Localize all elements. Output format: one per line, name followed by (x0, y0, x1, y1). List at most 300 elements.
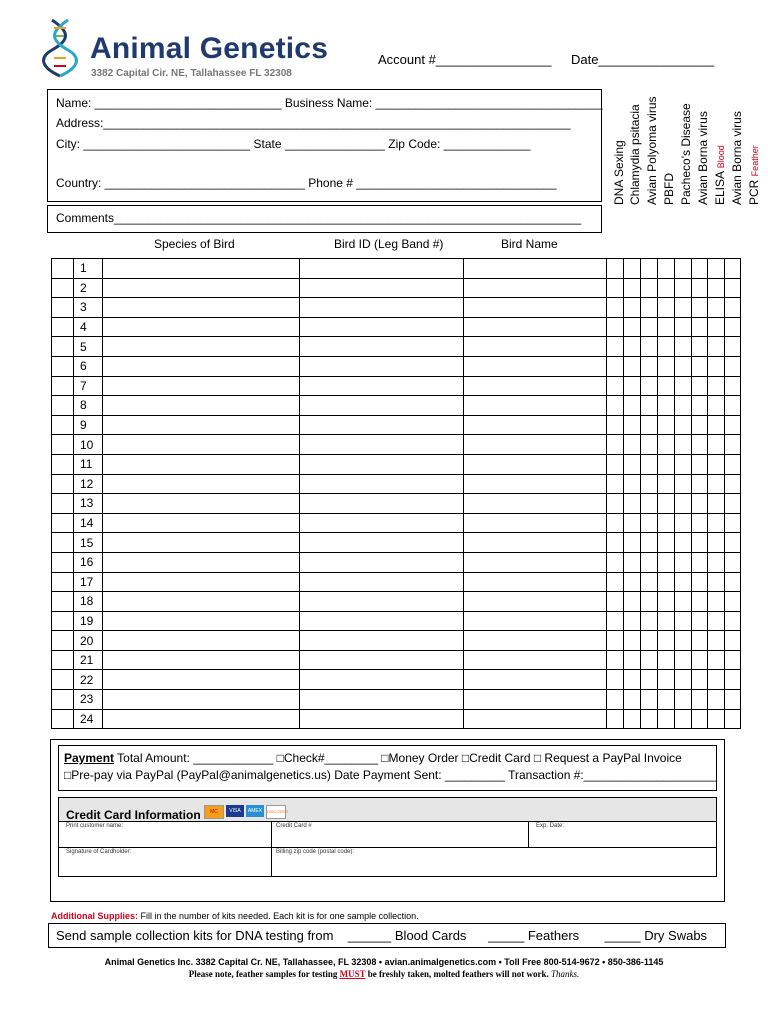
country-field[interactable]: Country: ______________________________ Phone # ______________________________ (56, 176, 557, 190)
test-checkbox-cell[interactable] (708, 611, 725, 631)
bird-id-cell[interactable] (300, 670, 464, 690)
test-checkbox-cell[interactable] (708, 435, 725, 455)
discover-icon: DISCOVER (266, 805, 286, 819)
test-checkbox-cell[interactable] (658, 513, 675, 533)
test-checkbox-cell[interactable] (624, 552, 641, 572)
test-checkbox-cell[interactable] (725, 396, 741, 416)
test-checkbox-cell[interactable] (692, 592, 708, 612)
species-cell[interactable] (103, 572, 300, 592)
test-checkbox-cell[interactable] (675, 611, 692, 631)
test-checkbox-cell[interactable] (725, 592, 741, 612)
name-field[interactable]: Name: ____________________________ Business Name: __________________________________ (56, 96, 603, 110)
bird-name-cell[interactable] (464, 650, 607, 670)
bird-id-cell[interactable] (300, 376, 464, 396)
test-checkbox-cell[interactable] (708, 690, 725, 710)
test-checkbox-cell[interactable] (641, 533, 658, 553)
bird-name-cell[interactable] (464, 631, 607, 651)
species-cell[interactable] (103, 317, 300, 337)
test-checkbox-cell[interactable] (692, 650, 708, 670)
test-checkbox-cell[interactable] (692, 494, 708, 514)
test-checkbox-cell[interactable] (624, 317, 641, 337)
test-checkbox-cell[interactable] (658, 415, 675, 435)
test-checkbox-cell[interactable] (641, 611, 658, 631)
bird-name-cell[interactable] (464, 376, 607, 396)
test-checkbox-cell[interactable] (708, 278, 725, 298)
cc-number-field[interactable]: Credit Card # (276, 823, 312, 829)
test-checkbox-cell[interactable] (675, 631, 692, 651)
test-checkbox-cell[interactable] (658, 709, 675, 729)
species-cell[interactable] (103, 396, 300, 416)
test-checkbox-cell[interactable] (658, 592, 675, 612)
test-checkbox-cell[interactable] (607, 396, 624, 416)
test-checkbox-cell[interactable] (708, 376, 725, 396)
test-checkbox-cell[interactable] (725, 709, 741, 729)
bird-name-cell[interactable] (464, 317, 607, 337)
test-checkbox-cell[interactable] (607, 611, 624, 631)
test-checkbox-cell[interactable] (725, 259, 741, 279)
bird-id-cell[interactable] (300, 650, 464, 670)
test-checkbox-cell[interactable] (641, 690, 658, 710)
test-checkbox-cell[interactable] (641, 435, 658, 455)
test-checkbox-cell[interactable] (692, 533, 708, 553)
test-checkbox-cell[interactable] (607, 513, 624, 533)
test-checkbox-cell[interactable] (675, 435, 692, 455)
test-checkbox-cell[interactable] (692, 298, 708, 318)
mastercard-icon: MC (204, 805, 224, 819)
species-cell[interactable] (103, 709, 300, 729)
test-borna-2: Avian Borna virus (730, 111, 744, 205)
test-polyoma: Avian Polyoma virus (645, 96, 659, 205)
test-checkbox-cell[interactable] (641, 709, 658, 729)
test-checkbox-cell[interactable] (725, 552, 741, 572)
test-checkbox-cell[interactable] (624, 650, 641, 670)
row-number: 21 (74, 650, 103, 670)
test-checkbox-cell[interactable] (708, 592, 725, 612)
bird-name-cell[interactable] (464, 474, 607, 494)
test-checkbox-cell[interactable] (607, 631, 624, 651)
test-checkbox-cell[interactable] (692, 572, 708, 592)
species-cell[interactable] (103, 435, 300, 455)
test-checkbox-cell[interactable] (725, 474, 741, 494)
bird-name-cell[interactable] (464, 592, 607, 612)
test-checkbox-cell[interactable] (658, 396, 675, 416)
test-checkbox-cell[interactable] (624, 396, 641, 416)
test-checkbox-cell[interactable] (641, 513, 658, 533)
bird-name-cell[interactable] (464, 709, 607, 729)
bird-id-cell[interactable] (300, 435, 464, 455)
species-cell[interactable] (103, 631, 300, 651)
species-cell[interactable] (103, 670, 300, 690)
test-checkbox-cell[interactable] (607, 552, 624, 572)
test-checkbox-cell[interactable] (725, 278, 741, 298)
bird-id-cell[interactable] (300, 690, 464, 710)
test-checkbox-cell[interactable] (624, 513, 641, 533)
test-checkbox-cell[interactable] (675, 259, 692, 279)
test-checkbox-cell[interactable] (658, 690, 675, 710)
test-checkbox-cell[interactable] (658, 650, 675, 670)
species-cell[interactable] (103, 513, 300, 533)
test-checkbox-cell[interactable] (675, 513, 692, 533)
cc-exp-field[interactable]: Exp. Date: (536, 823, 565, 829)
bird-id-cell[interactable] (300, 709, 464, 729)
test-checkbox-cell[interactable] (624, 592, 641, 612)
test-checkbox-cell[interactable] (675, 650, 692, 670)
test-checkbox-cell[interactable] (675, 552, 692, 572)
test-checkbox-cell[interactable] (641, 415, 658, 435)
species-cell[interactable] (103, 278, 300, 298)
row-marker-cell (52, 533, 74, 553)
test-checkbox-cell[interactable] (641, 376, 658, 396)
bird-id-cell[interactable] (300, 631, 464, 651)
test-checkbox-cell[interactable] (692, 690, 708, 710)
test-checkbox-cell[interactable] (708, 533, 725, 553)
test-checkbox-cell[interactable] (675, 376, 692, 396)
test-checkbox-cell[interactable] (725, 317, 741, 337)
test-checkbox-cell[interactable] (725, 513, 741, 533)
test-checkbox-cell[interactable] (658, 376, 675, 396)
payment-options[interactable]: Total Amount: ____________ □Check#________ □Money Order □Credit Card □ Request a PayPal Invoice (117, 751, 682, 765)
test-checkbox-cell[interactable] (624, 278, 641, 298)
bird-id-cell[interactable] (300, 474, 464, 494)
test-checkbox-cell[interactable] (607, 298, 624, 318)
test-checkbox-cell[interactable] (624, 690, 641, 710)
species-cell[interactable] (103, 611, 300, 631)
test-checkbox-cell[interactable] (675, 474, 692, 494)
test-checkbox-cell[interactable] (692, 337, 708, 357)
test-checkbox-cell[interactable] (675, 592, 692, 612)
test-checkbox-cell[interactable] (725, 454, 741, 474)
test-checkbox-cell[interactable] (708, 552, 725, 572)
species-cell[interactable] (103, 474, 300, 494)
bird-name-cell[interactable] (464, 572, 607, 592)
test-checkbox-cell[interactable] (708, 454, 725, 474)
bird-name-cell[interactable] (464, 356, 607, 376)
test-checkbox-cell[interactable] (675, 278, 692, 298)
test-checkbox-cell[interactable] (692, 415, 708, 435)
test-checkbox-cell[interactable] (624, 259, 641, 279)
test-checkbox-cell[interactable] (607, 474, 624, 494)
bird-id-cell[interactable] (300, 513, 464, 533)
test-checkbox-cell[interactable] (675, 415, 692, 435)
test-checkbox-cell[interactable] (624, 533, 641, 553)
test-checkbox-cell[interactable] (725, 690, 741, 710)
test-checkbox-cell[interactable] (692, 513, 708, 533)
bird-name-cell[interactable] (464, 513, 607, 533)
test-checkbox-cell[interactable] (692, 317, 708, 337)
species-cell[interactable] (103, 415, 300, 435)
species-cell[interactable] (103, 337, 300, 357)
test-checkbox-cell[interactable] (641, 454, 658, 474)
row-marker-cell (52, 552, 74, 572)
test-pacheco: Pacheco's Disease (679, 103, 693, 205)
test-checkbox-cell[interactable] (675, 356, 692, 376)
date-field[interactable]: Date________________ (571, 52, 715, 67)
species-cell[interactable] (103, 454, 300, 474)
test-checkbox-cell[interactable] (641, 298, 658, 318)
bird-id-cell[interactable] (300, 611, 464, 631)
test-checkbox-cell[interactable] (658, 474, 675, 494)
test-checkbox-cell[interactable] (624, 337, 641, 357)
test-checkbox-cell[interactable] (641, 337, 658, 357)
test-checkbox-cell[interactable] (708, 317, 725, 337)
bird-id-cell[interactable] (300, 356, 464, 376)
test-checkbox-cell[interactable] (725, 337, 741, 357)
test-checkbox-cell[interactable] (675, 690, 692, 710)
row-number: 1 (74, 259, 103, 279)
test-checkbox-cell[interactable] (607, 572, 624, 592)
cc-signature-field[interactable]: Signature of Cardholder: (66, 849, 132, 855)
test-checkbox-cell[interactable] (675, 533, 692, 553)
test-checkbox-cell[interactable] (725, 376, 741, 396)
test-checkbox-cell[interactable] (607, 356, 624, 376)
table-row (52, 592, 741, 612)
test-checkbox-cell[interactable] (708, 396, 725, 416)
test-checkbox-cell[interactable] (607, 650, 624, 670)
test-checkbox-cell[interactable] (624, 631, 641, 651)
test-checkbox-cell[interactable] (641, 317, 658, 337)
test-checkbox-cell[interactable] (708, 494, 725, 514)
test-elisa: ELISA Blood (713, 145, 727, 205)
bird-id-cell[interactable] (300, 415, 464, 435)
test-checkbox-cell[interactable] (607, 259, 624, 279)
test-checkbox-cell[interactable] (692, 611, 708, 631)
test-checkbox-cell[interactable] (624, 709, 641, 729)
payment-line-2[interactable]: □Pre-pay via PayPal (PayPal@animalgenetics.us) Date Payment Sent: _________ Transaction #:____________________ (64, 768, 718, 782)
bird-id-cell[interactable] (300, 259, 464, 279)
test-checkbox-cell[interactable] (607, 690, 624, 710)
test-checkbox-cell[interactable] (641, 259, 658, 279)
test-checkbox-cell[interactable] (641, 278, 658, 298)
test-checkbox-cell[interactable] (692, 552, 708, 572)
test-checkbox-cell[interactable] (658, 631, 675, 651)
test-checkbox-cell[interactable] (658, 356, 675, 376)
test-checkbox-cell[interactable] (624, 435, 641, 455)
test-checkbox-cell[interactable] (641, 474, 658, 494)
supplies-line[interactable]: Send sample collection kits for DNA testing from ______ Blood Cards _____ Feathers _____ Dry Swabs (56, 928, 708, 943)
species-cell[interactable] (103, 650, 300, 670)
test-checkbox-cell[interactable] (658, 298, 675, 318)
test-checkbox-cell[interactable] (692, 435, 708, 455)
test-checkbox-cell[interactable] (708, 709, 725, 729)
test-checkbox-cell[interactable] (708, 513, 725, 533)
test-checkbox-cell[interactable] (692, 396, 708, 416)
test-checkbox-cell[interactable] (725, 631, 741, 651)
test-checkbox-cell[interactable] (708, 259, 725, 279)
test-checkbox-cell[interactable] (624, 376, 641, 396)
bird-name-cell[interactable] (464, 278, 607, 298)
test-checkbox-cell[interactable] (607, 376, 624, 396)
test-checkbox-cell[interactable] (692, 709, 708, 729)
test-checkbox-cell[interactable] (641, 631, 658, 651)
test-checkbox-cell[interactable] (692, 454, 708, 474)
bird-id-cell[interactable] (300, 494, 464, 514)
test-checkbox-cell[interactable] (692, 670, 708, 690)
test-checkbox-cell[interactable] (658, 611, 675, 631)
test-checkbox-cell[interactable] (675, 494, 692, 514)
test-checkbox-cell[interactable] (624, 454, 641, 474)
test-checkbox-cell[interactable] (675, 337, 692, 357)
test-checkbox-cell[interactable] (624, 356, 641, 376)
test-checkbox-cell[interactable] (624, 611, 641, 631)
cc-zip-field[interactable]: Billing zip code (postal code): (276, 849, 355, 855)
test-checkbox-cell[interactable] (607, 592, 624, 612)
bird-id-cell[interactable] (300, 572, 464, 592)
row-number: 9 (74, 415, 103, 435)
dna-logo-icon (40, 16, 80, 80)
test-checkbox-cell[interactable] (658, 317, 675, 337)
test-checkbox-cell[interactable] (725, 494, 741, 514)
test-checkbox-cell[interactable] (692, 259, 708, 279)
test-checkbox-cell[interactable] (675, 317, 692, 337)
test-checkbox-cell[interactable] (607, 533, 624, 553)
bird-name-cell[interactable] (464, 435, 607, 455)
test-checkbox-cell[interactable] (658, 435, 675, 455)
test-checkbox-cell[interactable] (641, 670, 658, 690)
test-checkbox-cell[interactable] (607, 415, 624, 435)
test-checkbox-cell[interactable] (607, 278, 624, 298)
test-checkbox-cell[interactable] (658, 278, 675, 298)
bird-id-cell[interactable] (300, 317, 464, 337)
must-text: MUST (339, 969, 366, 979)
test-checkbox-cell[interactable] (692, 356, 708, 376)
test-checkbox-cell[interactable] (692, 474, 708, 494)
test-checkbox-cell[interactable] (725, 298, 741, 318)
test-checkbox-cell[interactable] (607, 454, 624, 474)
bird-name-cell[interactable] (464, 396, 607, 416)
bird-name-cell[interactable] (464, 415, 607, 435)
row-number: 22 (74, 670, 103, 690)
bird-id-cell[interactable] (300, 298, 464, 318)
test-checkbox-cell[interactable] (708, 650, 725, 670)
address-field[interactable]: Address:______________________________________________________________________ (56, 116, 571, 130)
bird-name-cell[interactable] (464, 298, 607, 318)
test-checkbox-cell[interactable] (692, 631, 708, 651)
row-marker-cell (52, 650, 74, 670)
bird-name-cell[interactable] (464, 494, 607, 514)
test-checkbox-cell[interactable] (607, 494, 624, 514)
test-checkbox-cell[interactable] (658, 670, 675, 690)
bird-name-cell[interactable] (464, 337, 607, 357)
test-checkbox-cell[interactable] (725, 356, 741, 376)
test-checkbox-cell[interactable] (658, 337, 675, 357)
test-checkbox-cell[interactable] (675, 670, 692, 690)
test-checkbox-cell[interactable] (658, 454, 675, 474)
bird-id-cell[interactable] (300, 278, 464, 298)
test-checkbox-cell[interactable] (692, 376, 708, 396)
species-cell[interactable] (103, 533, 300, 553)
test-checkbox-cell[interactable] (725, 435, 741, 455)
test-checkbox-cell[interactable] (607, 709, 624, 729)
test-checkbox-cell[interactable] (675, 396, 692, 416)
cc-name-field[interactable]: Print customer name: (66, 823, 124, 829)
bird-name-cell[interactable] (464, 670, 607, 690)
species-cell[interactable] (103, 356, 300, 376)
test-checkbox-cell[interactable] (675, 572, 692, 592)
card-logos (204, 805, 286, 819)
city-field[interactable]: City: _________________________ State _______________ Zip Code: _____________ (56, 137, 531, 151)
test-checkbox-cell[interactable] (624, 298, 641, 318)
test-checkbox-cell[interactable] (725, 533, 741, 553)
bird-name-cell[interactable] (464, 533, 607, 553)
table-row (52, 631, 741, 651)
test-checkbox-cell[interactable] (658, 494, 675, 514)
test-checkbox-cell[interactable] (641, 592, 658, 612)
test-checkbox-cell[interactable] (624, 474, 641, 494)
species-cell[interactable] (103, 552, 300, 572)
bird-id-cell[interactable] (300, 396, 464, 416)
test-checkbox-cell[interactable] (624, 572, 641, 592)
test-checkbox-cell[interactable] (708, 298, 725, 318)
test-checkbox-cell[interactable] (641, 650, 658, 670)
test-checkbox-cell[interactable] (658, 533, 675, 553)
test-checkbox-cell[interactable] (725, 572, 741, 592)
species-cell[interactable] (103, 298, 300, 318)
test-checkbox-cell[interactable] (675, 298, 692, 318)
row-number: 4 (74, 317, 103, 337)
test-checkbox-cell[interactable] (641, 356, 658, 376)
bird-name-cell[interactable] (464, 611, 607, 631)
test-checkbox-cell[interactable] (658, 572, 675, 592)
test-checkbox-cell[interactable] (692, 278, 708, 298)
test-checkbox-cell[interactable] (624, 494, 641, 514)
bird-id-cell[interactable] (300, 533, 464, 553)
species-cell[interactable] (103, 494, 300, 514)
test-checkbox-cell[interactable] (641, 396, 658, 416)
bird-id-cell[interactable] (300, 552, 464, 572)
test-checkbox-cell[interactable] (624, 415, 641, 435)
test-checkbox-cell[interactable] (658, 259, 675, 279)
test-checkbox-cell[interactable] (658, 552, 675, 572)
test-checkbox-cell[interactable] (607, 670, 624, 690)
species-cell[interactable] (103, 592, 300, 612)
test-checkbox-cell[interactable] (675, 709, 692, 729)
account-field[interactable]: Account #________________ (378, 52, 552, 67)
test-checkbox-cell[interactable] (708, 356, 725, 376)
bird-name-cell[interactable] (464, 259, 607, 279)
comments-field[interactable]: Comments______________________________________________________________________ (56, 211, 582, 225)
test-checkbox-cell[interactable] (607, 435, 624, 455)
test-checkbox-cell[interactable] (725, 611, 741, 631)
bird-name-cell[interactable] (464, 552, 607, 572)
test-checkbox-cell[interactable] (624, 670, 641, 690)
row-marker-cell (52, 572, 74, 592)
test-checkbox-cell[interactable] (725, 415, 741, 435)
bird-name-cell[interactable] (464, 454, 607, 474)
bird-id-cell[interactable] (300, 454, 464, 474)
species-cell[interactable] (103, 376, 300, 396)
bird-name-cell[interactable] (464, 690, 607, 710)
test-checkbox-cell[interactable] (641, 572, 658, 592)
test-checkbox-cell[interactable] (725, 650, 741, 670)
test-checkbox-cell[interactable] (708, 631, 725, 651)
test-checkbox-cell[interactable] (708, 337, 725, 357)
test-checkbox-cell[interactable] (607, 337, 624, 357)
test-checkbox-cell[interactable] (708, 474, 725, 494)
test-checkbox-cell[interactable] (641, 494, 658, 514)
test-checkbox-cell[interactable] (708, 415, 725, 435)
species-cell[interactable] (103, 690, 300, 710)
test-checkbox-cell[interactable] (641, 552, 658, 572)
test-checkbox-cell[interactable] (708, 670, 725, 690)
species-cell[interactable] (103, 259, 300, 279)
table-row (52, 611, 741, 631)
test-checkbox-cell[interactable] (725, 670, 741, 690)
bird-id-cell[interactable] (300, 337, 464, 357)
bird-id-cell[interactable] (300, 592, 464, 612)
test-checkbox-cell[interactable] (607, 317, 624, 337)
test-checkbox-cell[interactable] (675, 454, 692, 474)
test-checkbox-cell[interactable] (708, 572, 725, 592)
